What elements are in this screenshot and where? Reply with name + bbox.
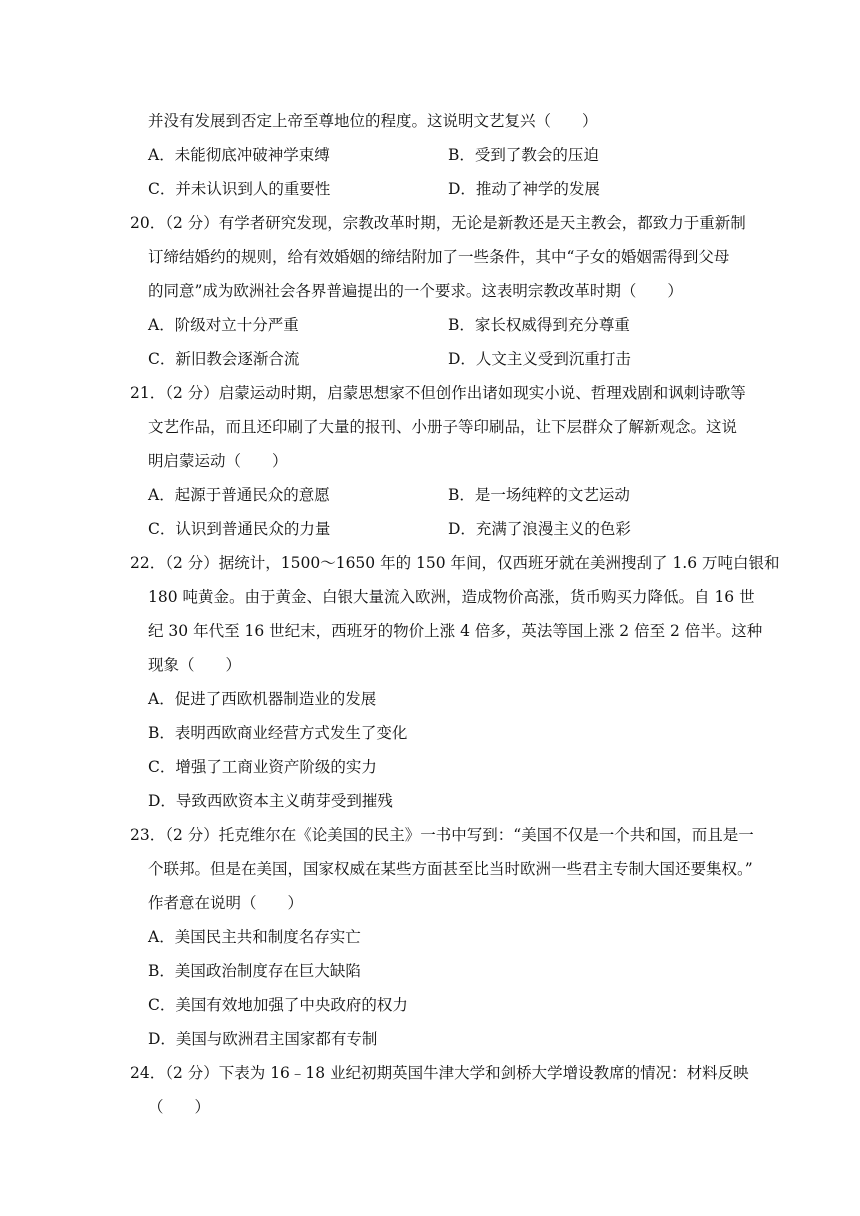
q24-stem-line-1: 24．（2 分）下表为 16﹣18 业纪初期英国牛津大学和剑桥大学增设教席的情况：材料反映	[130, 1064, 749, 1082]
q20-option-a: A．阶级对立十分严重	[148, 316, 299, 334]
q20-stem-line-3: 的同意”成为欧洲社会各界普遍提出的一个要求。这表明宗教改革时期（ ）	[148, 282, 683, 300]
q20-option-d: D．人文主义受到沉重打击	[448, 350, 631, 368]
q21-option-b: B．是一场纯粹的文艺运动	[448, 486, 630, 504]
q19-option-b: B．受到了教会的压迫	[448, 146, 599, 164]
q21-option-c: C．认识到普通民众的力量	[148, 520, 331, 538]
q19-option-d: D．推动了神学的发展	[448, 180, 600, 198]
q23-stem-line-2: 个联邦。但是在美国，国家权威在某些方面甚至比当时欧洲一些君主专制大国还要集权。”	[148, 860, 753, 878]
q22-option-c: C．增强了工商业资产阶级的实力	[148, 758, 377, 776]
q22-stem-line-1: 22．（2 分）据统计，1500～1650 年的 150 年间，仅西班牙就在美洲搜刮了 1.6 万吨白银和	[130, 554, 780, 572]
q20-option-c: C．新旧教会逐渐合流	[148, 350, 300, 368]
q23-option-b: B．美国政治制度存在巨大缺陷	[148, 962, 361, 980]
q21-option-d: D．充满了浪漫主义的色彩	[448, 520, 631, 538]
q19-option-c: C．并未认识到人的重要性	[148, 180, 331, 198]
q22-stem-line-4: 现象（ ）	[148, 656, 242, 674]
q24-stem-line-2: （ ）	[148, 1098, 211, 1116]
q22-option-a: A．促进了西欧机器制造业的发展	[148, 690, 377, 708]
q20-option-b: B．家长权威得到充分尊重	[448, 316, 630, 334]
q22-stem-line-3: 纪 30 年代至 16 世纪末，西班牙的物价上涨 4 倍多，英法等国上涨 2 倍至 2 倍半。这种	[148, 622, 763, 640]
q23-option-c: C．美国有效地加强了中央政府的权力	[148, 996, 408, 1014]
q21-option-a: A．起源于普通民众的意愿	[148, 486, 330, 504]
q20-stem-line-2: 订缔结婚约的规则，给有效婚姻的缔结附加了一些条件，其中“子女的婚姻需得到父母	[148, 248, 730, 266]
q23-stem-line-1: 23．（2 分）托克维尔在《论美国的民主》一书中写到：“美国不仅是一个共和国，而且是一	[130, 826, 754, 844]
q23-option-a: A．美国民主共和制度名存实亡	[148, 928, 361, 946]
q23-option-d: D．美国与欧洲君主国家都有专制	[148, 1030, 378, 1048]
q21-stem-line-2: 文艺作品，而且还印刷了大量的报刊、小册子等印刷品，让下层群众了解新观念。这说	[148, 418, 738, 436]
q19-option-a: A．未能彻底冲破神学束缚	[148, 146, 330, 164]
q21-stem-line-1: 21．（2 分）启蒙运动时期，启蒙思想家不但创作出诸如现实小说、哲理戏剧和讽刺诗歌等	[130, 384, 746, 402]
q23-stem-line-3: 作者意在说明（ ）	[148, 894, 304, 912]
q22-option-b: B．表明西欧商业经营方式发生了变化	[148, 724, 408, 742]
q22-stem-line-2: 180 吨黄金。由于黄金、白银大量流入欧洲，造成物价高涨，货币购买力降低。自 16 世	[148, 588, 755, 606]
q21-stem-line-3: 明启蒙运动（ ）	[148, 452, 288, 470]
q22-option-d: D．导致西欧资本主义萌芽受到摧残	[148, 792, 393, 810]
q20-stem-line-1: 20．（2 分）有学者研究发现，宗教改革时期，无论是新教还是天主教会，都致力于重新制	[130, 214, 746, 232]
q19-stem-tail: 并没有发展到否定上帝至尊地位的程度。这说明文艺复兴（ ）	[148, 112, 598, 130]
